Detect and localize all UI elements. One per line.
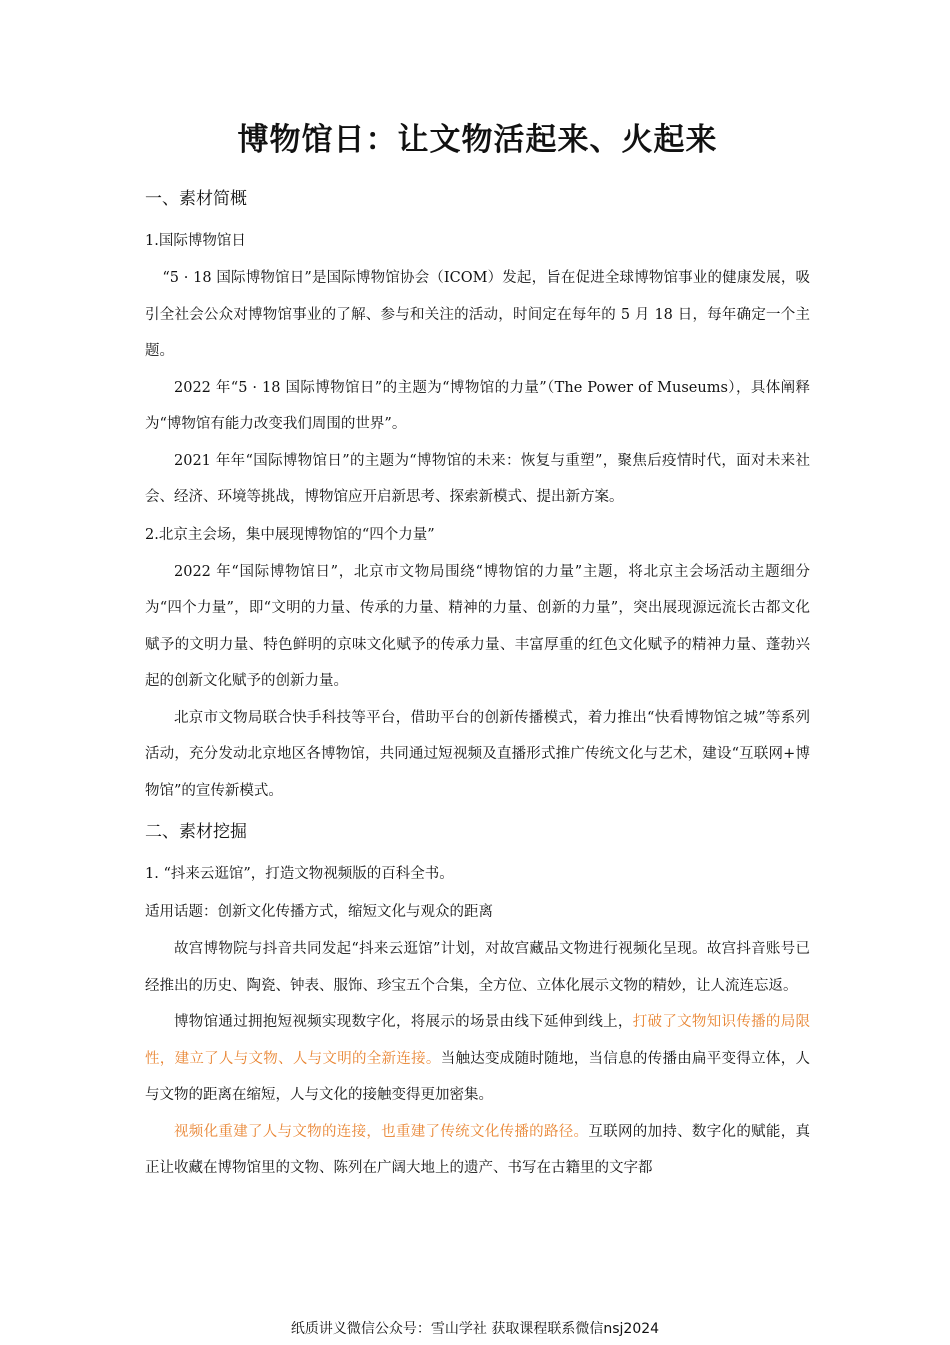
document-page	[145, 118, 810, 1187]
subheading-museum-day: 1.国际博物馆日	[145, 233, 246, 249]
paragraph-video-rebuild	[145, 1114, 810, 1187]
paragraph-palace-museum: 故宫博物院与抖音共同发起“抖来云逛馆”计划，对故宫藏品文物进行视频化呈现。故宫抖音账号已经推出的历史、陶瓷、钟表、服饰、珍宝五个合集，全方位、立体化展示文物的精妙，让人流连忘返。	[145, 941, 810, 994]
section-heading-mining: 二、素材挖掘	[145, 822, 247, 842]
subheading-beijing-venue: 2.北京主会场，集中展现博物馆的“四个力量”	[145, 526, 435, 543]
page-title: 博物馆日：让文物活起来、火起来	[237, 122, 718, 158]
paragraph-2021-theme: 2021 年年“国际博物馆日”的主题为“博物馆的未来：恢复与重塑”，聚焦后疫情时代，面对未来社会、经济、环境等挑战，博物馆应开启新思考、探索新模式、提出新方案。	[145, 452, 810, 505]
footer-note: 纸质讲义微信公众号：雪山学社 获取课程联系微信nsj2024	[290, 1321, 660, 1337]
section-heading-overview: 一、素材简概	[145, 189, 247, 209]
paragraph-digitalization-end: 当触达变成随时随地，当信息的传播由扁平变得立体，人与文物的距离在缩短，人与文化的接触变得更加密集。	[145, 1050, 811, 1103]
highlighted-text-rebuild: 视频化重建了人与文物的连接，也重建了传统文化传播的路径。	[174, 1123, 589, 1140]
paragraph-four-powers: 2022 年“国际博物馆日”，北京市文物局围绕“博物馆的力量”主题，将北京主会场活动主题细分为“四个力量”，即“文明的力量、传承的力量、精神的力量、创新的力量”，突出展现源远流长古都文化赋予的文明力量、特色鲜明的京味文化赋予的传承力量、丰富厚重的红色文化赋予的精神力量、蓬勃兴起的创新文化赋予的创新力量。	[145, 563, 810, 689]
subheading-douyin: 1. “抖来云逛馆”，打造文物视频版的百科全书。	[145, 866, 454, 882]
paragraph-video-rebuild-end: 互联网的加持、数字化的赋能，真正让收藏在博物馆里的文物、陈列在广阔大地上的遗产、书写在古籍里的文字都	[145, 1123, 811, 1176]
paragraph-digitalization	[145, 1004, 810, 1114]
paragraph-digitalization-start: 博物馆通过拥抱短视频实现数字化，将展示的场景由线下延伸到线上，	[174, 1014, 633, 1030]
highlighted-text-connection: 打破了文物知识传播的局限性，建立了人与文物、人与文明的全新连接。	[145, 1014, 811, 1067]
paragraph-2022-theme: 2022 年“5 · 18 国际博物馆日”的主题为“博物馆的力量”（The Power of Museums），具体阐释为“博物馆有能力改变我们周围的世界”。	[145, 379, 810, 432]
paragraph-icom: “5 · 18 国际博物馆日”是国际博物馆协会（ICOM）发起，旨在促进全球博物馆事业的健康发展，吸引全社会公众对博物馆事业的了解、参与和关注的活动，时间定在每年的 5 月 18 日，每年确定一个主题。	[145, 270, 810, 359]
paragraph-kuaishou: 北京市文物局联合快手科技等平台，借助平台的创新传播模式，着力推出“快看博物馆之城”等系列活动，充分发动北京地区各博物馆，共同通过短视频及直播形式推广传统文化与艺术，建设“互联网+博物馆”的宣传新模式。	[145, 709, 810, 799]
applicable-topic: 适用话题：创新文化传播方式，缩短文化与观众的距离	[145, 904, 493, 920]
